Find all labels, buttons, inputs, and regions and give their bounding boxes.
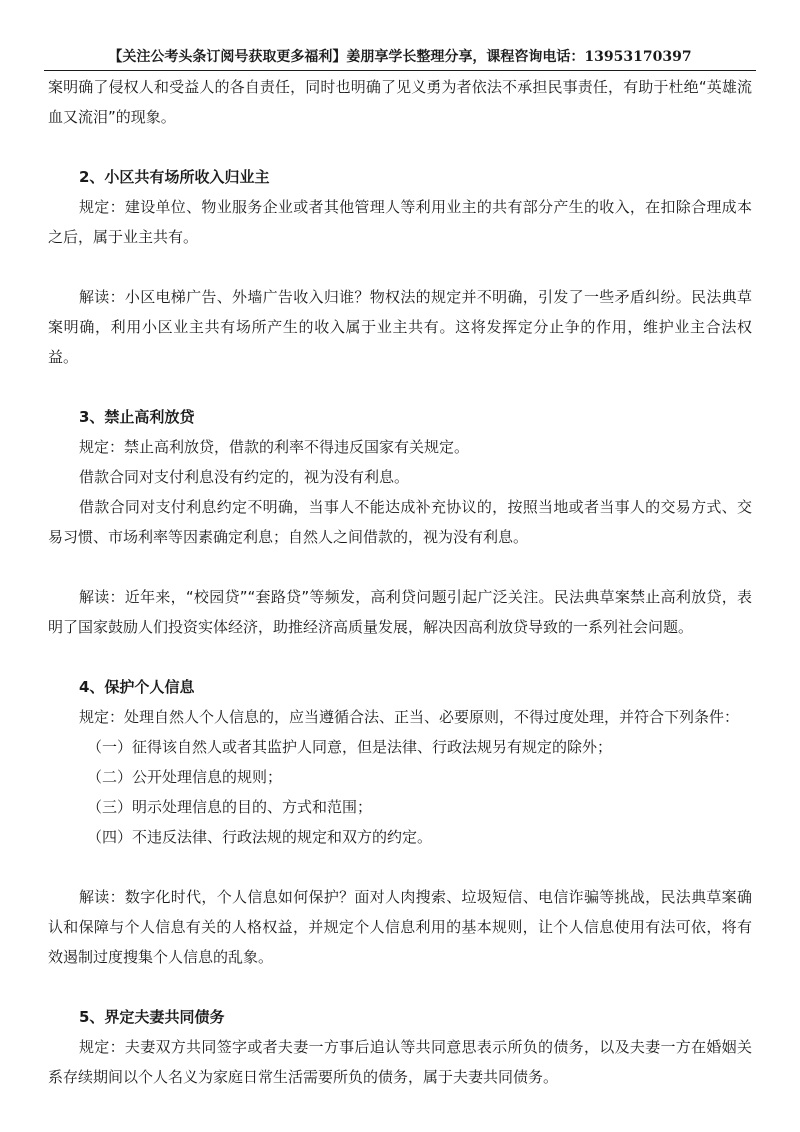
interpretation-paragraph: 解读：小区电梯广告、外墙广告收入归谁？物权法的规定并不明确，引发了一些矛盾纠纷。民法典草案明确，利用小区业主共有场所产生的收入属于业主共有。这将发挥定分止争的作用，维护业主合法权益。 [48,288,752,366]
rule-paragraph: 规定：建设单位、物业服务企业或者其他管理人等利用业主的共有部分产生的收入，在扣除合理成本之后，属于业主共有。 [48,198,752,246]
intro-paragraph: 案明确了侵权人和受益人的各自责任，同时也明确了见义勇为者依法不承担民事责任，有助于杜绝“英雄流血又流泪”的现象。 [48,78,752,126]
rule-paragraph: 借款合同对支付利息没有约定的，视为没有利息。 [79,468,410,486]
document-body [48,72,752,1092]
page-header: 【关注公考头条订阅号获取更多福利】姜朋享学长整理分享，课程咨询电话：13953170397 [108,49,692,65]
condition-item: （一）征得该自然人或者其监护人同意，但是法律、行政法规另有规定的除外； [87,738,613,756]
section-4 [48,672,752,1002]
condition-item: （三）明示处理信息的目的、方式和范围； [87,798,373,816]
rule-paragraph: 规定：禁止高利放贷，借款的利率不得违反国家有关规定。 [79,438,470,456]
interpretation-paragraph: 解读：近年来，“校园贷”“套路贷”等频发，高利贷问题引起广泛关注。民法典草案禁止高利放贷，表明了国家鼓励人们投资实体经济，助推经济高质量发展，解决因高利放贷导致的一系列社会问题。 [48,588,752,636]
rule-paragraph: 规定：处理自然人个人信息的，应当遵循合法、正当、必要原则，不得过度处理，并符合下列条件： [79,708,740,726]
condition-item: （二）公开处理信息的规则； [87,768,283,786]
section-2 [48,162,752,402]
header-divider [44,70,756,71]
interpretation-paragraph: 解读：数字化时代，个人信息如何保护？面对人肉搜索、垃圾短信、电信诈骗等挑战，民法典草案确认和保障与个人信息有关的人格权益，并规定个人信息利用的基本规则，让个人信息使用有法可依，将有效遏制过度搜集个人信息的乱象。 [48,888,752,966]
section-3 [48,402,752,672]
section-heading: 4、保护个人信息 [79,678,195,696]
condition-item: （四）不违反法律、行政法规的规定和双方的约定。 [87,828,433,846]
section-heading: 3、禁止高利放贷 [79,408,195,426]
section-5 [48,1002,752,1092]
section-heading: 2、小区共有场所收入归业主 [79,168,270,186]
rule-paragraph: 规定：夫妻双方共同签字或者夫妻一方事后追认等共同意思表示所负的债务，以及夫妻一方在婚姻关系存续期间以个人名义为家庭日常生活需要所负的债务，属于夫妻共同债务。 [48,1038,752,1086]
rule-paragraph: 借款合同对支付利息约定不明确，当事人不能达成补充协议的，按照当地或者当事人的交易方式、交易习惯、市场利率等因素确定利息；自然人之间借款的，视为没有利息。 [48,498,752,546]
section-heading: 5、界定夫妻共同债务 [79,1008,225,1026]
